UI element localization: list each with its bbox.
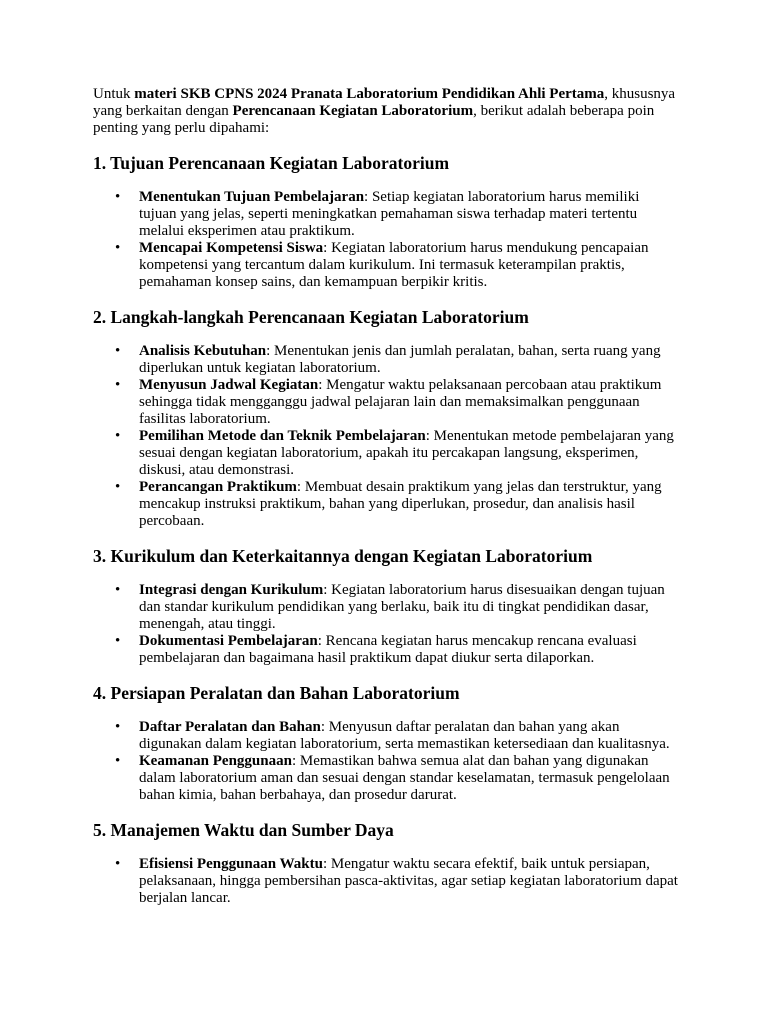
bullet-icon: • <box>115 377 121 393</box>
list-item <box>115 377 678 428</box>
item-term: Menentukan Tujuan Pembelajaran <box>139 189 365 205</box>
bullet-icon: • <box>115 856 121 872</box>
item-term: Dokumentasi Pembelajaran <box>139 633 318 649</box>
item-description: : Memastikan bahwa semua alat dan bahan yang digunakan dalam laboratorium aman dan sesuai dengan standar keselamatan, termasuk pengelolaan bahan kimia, bahan berbahaya, dan prosedur darurat. <box>139 753 670 803</box>
item-term: Perancangan Praktikum <box>139 479 297 495</box>
bullet-icon: • <box>115 240 121 256</box>
item-description: : Kegiatan laboratorium harus disesuaikan dengan tujuan dan standar kurikulum pendidikan yang berlaku, baik itu di tingkat pendidikan dasar, menengah, atau tinggi. <box>139 582 665 632</box>
item-description: : Menentukan jenis dan jumlah peralatan, bahan, serta ruang yang diperlukan untuk kegiatan laboratorium. <box>139 343 661 376</box>
bullet-icon: • <box>115 343 121 359</box>
list-item <box>115 856 678 907</box>
item-description: : Menentukan metode pembelajaran yang sesuai dengan kegiatan laboratorium, apakah itu percakapan langsung, eksperimen, diskusi, atau demonstrasi. <box>139 428 674 478</box>
item-term: Analisis Kebutuhan <box>139 343 267 359</box>
list-item <box>115 343 678 377</box>
section-heading: 2. Langkah-langkah Perencanaan Kegiatan Laboratorium <box>93 307 529 327</box>
intro-bold-2: Perencanaan Kegiatan Laboratorium <box>232 103 474 119</box>
bullet-list <box>93 719 678 804</box>
bullet-list <box>93 582 678 667</box>
item-description: : Menyusun daftar peralatan dan bahan yang akan digunakan dalam kegiatan laboratorium, serta memastikan ketersediaan dan kualitasnya. <box>139 719 670 752</box>
intro-text-3: , berikut adalah beberapa poin penting yang perlu dipahami: <box>93 103 655 136</box>
item-term: Menyusun Jadwal Kegiatan <box>139 377 319 393</box>
item-term: Mencapai Kompetensi Siswa <box>139 240 324 256</box>
section-heading: 4. Persiapan Peralatan dan Bahan Laboratorium <box>93 683 460 703</box>
bullet-icon: • <box>115 582 121 598</box>
bullet-list <box>93 189 678 291</box>
item-term: Keamanan Penggunaan <box>139 753 292 769</box>
item-term: Pemilihan Metode dan Teknik Pembelajaran <box>139 428 426 444</box>
item-term: Daftar Peralatan dan Bahan <box>139 719 321 735</box>
bullet-icon: • <box>115 189 121 205</box>
item-description: : Mengatur waktu pelaksanaan percobaan atau praktikum sehingga tidak mengganggu jadwal pelajaran lain dan memaksimalkan penggunaan fasilitas laboratorium. <box>139 377 662 427</box>
bullet-icon: • <box>115 719 121 735</box>
bullet-icon: • <box>115 479 121 495</box>
section-heading: 3. Kurikulum dan Keterkaitannya dengan Kegiatan Laboratorium <box>93 546 593 566</box>
section-heading: 5. Manajemen Waktu dan Sumber Daya <box>93 820 394 840</box>
list-item <box>115 240 678 291</box>
intro-text-2: , khususnya yang berkaitan dengan <box>93 86 676 119</box>
bullet-icon: • <box>115 753 121 769</box>
list-item <box>115 189 678 240</box>
intro-bold-1: materi SKB CPNS 2024 Pranata Laboratorium Pendidikan Ahli Pertama <box>134 86 605 102</box>
section-heading: 1. Tujuan Perencanaan Kegiatan Laboratorium <box>93 153 450 173</box>
item-description: : Rencana kegiatan harus mencakup rencana evaluasi pembelajaran dan bagaimana hasil praktikum dapat diukur serta dilaporkan. <box>139 633 637 666</box>
bullet-icon: • <box>115 428 121 444</box>
bullet-list <box>93 856 678 907</box>
intro-paragraph <box>93 86 678 137</box>
intro-text-1: Untuk <box>93 86 135 102</box>
bullet-list <box>93 343 678 530</box>
list-item <box>115 633 678 667</box>
list-item <box>115 719 678 753</box>
list-item <box>115 428 678 479</box>
item-description: : Kegiatan laboratorium harus mendukung pencapaian kompetensi yang tercantum dalam kurikulum. Ini termasuk keterampilan praktis, pemahaman konsep sains, dan kemampuan berpikir kritis. <box>139 240 649 290</box>
item-description: : Setiap kegiatan laboratorium harus memiliki tujuan yang jelas, seperti meningkatkan pemahaman siswa terhadap materi tertentu melalui eksperimen atau praktikum. <box>139 189 640 239</box>
list-item <box>115 479 678 530</box>
item-description: : Membuat desain praktikum yang jelas dan terstruktur, yang mencakup instruksi praktikum, bahan yang diperlukan, prosedur, dan analisis hasil percobaan. <box>139 479 662 529</box>
item-term: Efisiensi Penggunaan Waktu <box>139 856 323 872</box>
item-term: Integrasi dengan Kurikulum <box>139 582 324 598</box>
list-item <box>115 753 678 804</box>
bullet-icon: • <box>115 633 121 649</box>
item-description: : Mengatur waktu secara efektif, baik untuk persiapan, pelaksanaan, hingga pembersihan pasca-aktivitas, agar setiap kegiatan laboratorium dapat berjalan lancar. <box>139 856 678 906</box>
list-item <box>115 582 678 633</box>
document-page <box>93 86 678 907</box>
